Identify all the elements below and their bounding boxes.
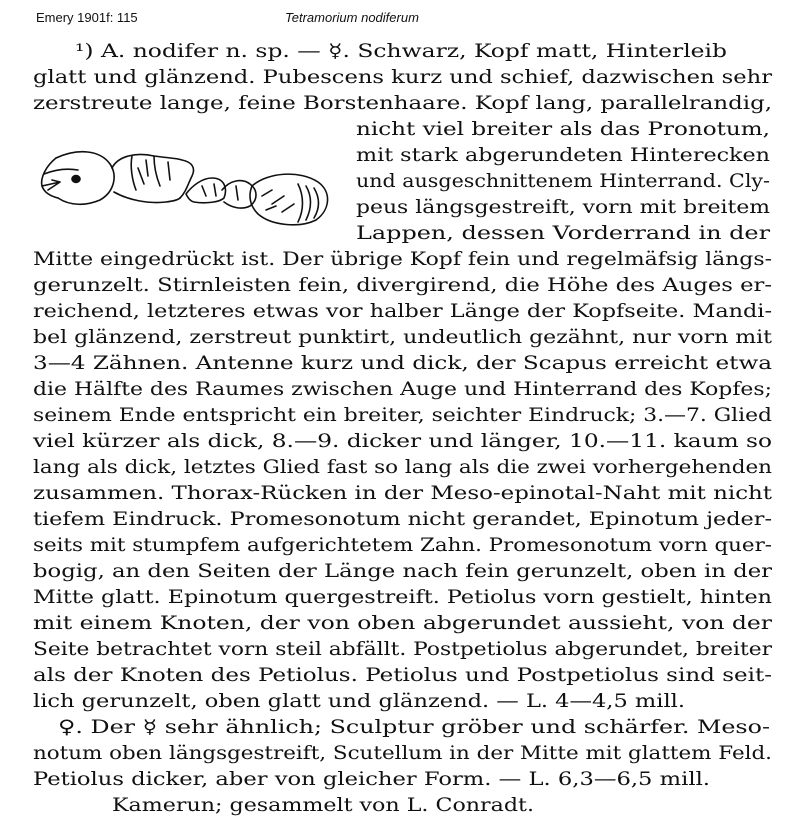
text-line-content: und ausgeschnittenem Hinterrand. Cly-: [356, 171, 770, 192]
text-line: [0, 717, 792, 743]
text-line-content: zerstreute lange, feine Borstenhaare. Kopf lang, parallelrandig,: [33, 93, 772, 114]
text-line-content: Seite betrachtet vorn steil abfällt. Postpetiolus abgerundet, breiter: [33, 639, 772, 660]
text-line-content: bogig, an den Seiten der Länge nach fein gerunzelt, oben in der: [33, 561, 772, 582]
text-line: [0, 301, 792, 327]
text-line-content: mit einem Knoten, der von oben abgerundet aussieht, von der: [33, 613, 773, 634]
text-line: [0, 613, 792, 639]
text-line-content: notum oben längsgestreift, Scutellum in der Mitte mit glattem Feld.: [33, 743, 772, 764]
text-line-content: 3—4 Zähnen. Antenne kurz und dick, der Scapus erreicht etwa: [33, 353, 772, 374]
text-line: [0, 67, 792, 93]
ant-head-icon: [42, 152, 114, 205]
text-line: [0, 353, 792, 379]
text-line: [0, 535, 792, 561]
text-line: [0, 561, 792, 587]
text-line: [0, 483, 792, 509]
text-line-content: die Hälfte des Raumes zwischen Auge und Hinterrand des Kopfes;: [33, 379, 772, 400]
text-line: [0, 587, 792, 613]
text-line: [0, 691, 792, 717]
text-line-content: ¹) A. nodifer n. sp. — ☿. Schwarz, Kopf matt, Hinterleib: [75, 41, 727, 62]
text-line-content: Lappen, dessen Vorderrand in der: [356, 223, 770, 244]
text-line-content: viel kürzer als dick, 8.—9. dicker und länger, 10.—11. kaum so: [33, 431, 772, 452]
ant-gaster-icon: [250, 174, 328, 225]
text-line: [0, 327, 792, 353]
text-line: [0, 379, 792, 405]
text-line-content: Kamerun; gesammelt von L. Conradt.: [112, 795, 534, 816]
text-line: [0, 457, 792, 483]
text-line-content: seits mit stumpfem aufgerichtetem Zahn. Promesonotum vorn quer-: [33, 535, 773, 556]
text-line: [0, 795, 792, 821]
text-line-content: als der Knoten des Petiolus. Petiolus und Postpetiolus sind seit-: [33, 665, 772, 686]
text-line: [0, 405, 792, 431]
text-line: [0, 509, 792, 535]
ant-petiole-icon: [186, 178, 256, 208]
text-line: [0, 119, 792, 145]
text-line-content: nicht viel breiter als das Pronotum,: [356, 119, 770, 140]
text-line-content: Mitte glatt. Epinotum quergestreift. Petiolus vorn gestielt, hinten: [33, 587, 772, 608]
text-line: [0, 743, 792, 769]
ant-profile-illustration: [36, 146, 332, 238]
text-line-content: bel glänzend, zerstreut punktirt, undeutlich gezähnt, nur vorn mit: [33, 327, 773, 348]
text-line-content: zusammen. Thorax-Rücken in der Meso-epinotal-Naht mit nicht: [33, 483, 772, 504]
header-taxon-name: Tetramorium nodiferum: [285, 10, 419, 25]
text-line-content: peus längsgestreift, vorn mit breitem: [356, 197, 770, 218]
text-line-content: tiefem Eindruck. Promesonotum nicht gerandet, Epinotum jeder-: [33, 509, 773, 530]
text-line-content: ♀. Der ☿ sehr ähnlich; Sculptur gröber und schärfer. Meso-: [58, 717, 771, 738]
text-line: [0, 639, 792, 665]
text-line-content: glatt und glänzend. Pubescens kurz und schief, dazwischen sehr: [33, 67, 772, 88]
text-line: [0, 769, 792, 795]
text-line-content: lich gerunzelt, oben glatt und glänzend. — L. 4—4,5 mill.: [33, 691, 685, 712]
text-line-content: seinem Ende entspricht ein breiter, seichter Eindruck; 3.—7. Glied: [33, 405, 772, 426]
text-line: [0, 93, 792, 119]
text-line: [0, 275, 792, 301]
text-line: [0, 41, 792, 67]
text-line: [0, 665, 792, 691]
text-line: [0, 249, 792, 275]
header-citation: Emery 1901f: 115: [36, 10, 138, 25]
ant-thorax-icon: [112, 155, 194, 203]
text-line: [0, 431, 792, 457]
text-line-content: reichend, letzteres etwas vor halber Länge der Kopfseite. Mandi-: [33, 301, 772, 322]
text-line-content: gerunzelt. Stirnleisten fein, divergirend, die Höhe des Auges er-: [33, 275, 772, 296]
text-line-content: Petiolus dicker, aber von gleicher Form. — L. 6,3—6,5 mill.: [33, 769, 710, 790]
text-line-content: lang als dick, letztes Glied fast so lang als die zwei vorhergehenden: [33, 457, 773, 478]
text-line-content: mit stark abgerundeten Hinterecken: [356, 145, 770, 166]
text-line-content: Mitte eingedrückt ist. Der übrige Kopf fein und regelmäfsig längs-: [33, 249, 772, 270]
